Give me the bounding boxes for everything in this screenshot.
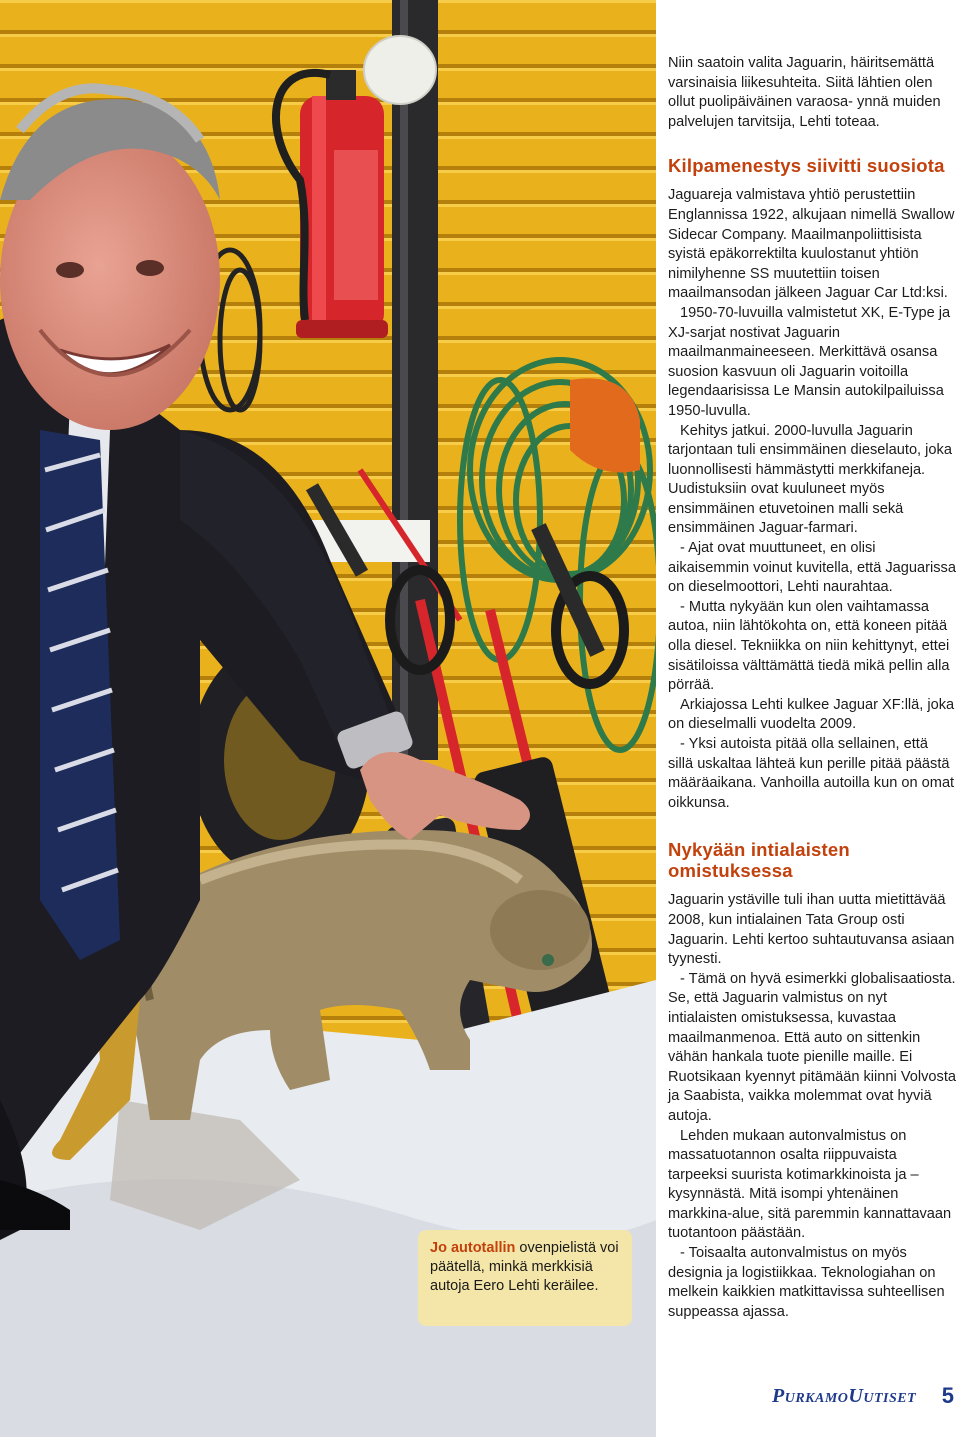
article-text-column: [668, 54, 956, 1322]
page-number: 5: [941, 1383, 954, 1408]
body-paragraph: Jaguarin ystäville tuli ihan uutta mietittävää 2008, kun intialainen Tata Group osti Jaguarin. Lehti kertoo suhtautuvansa asiaan tyynesti.: [668, 892, 955, 968]
body-paragraph: - Tämä on hyvä esimerkki globalisaatiosta. Se, että Jaguarin valmistus on nyt intialaisten omistuksessa, kuvastaa maailmanmenoa. Että auto on sittenkin vähän hankala tuote pienille maille. Ei Ruotsikaan kyennyt pitämään kiinni Volvosta ja Saabista, vaikka molemmat ovat hyviä autoja.: [668, 970, 956, 1124]
body-paragraph: - Yksi autoista pitää olla sellainen, että sillä uskaltaa lähteä kun perille pitää päästä määräaikana. Vanhoilla autoilla kun on omat oikkunsa.: [668, 736, 955, 811]
photo-caption: [418, 1230, 632, 1326]
body-paragraph: Kehitys jatkui. 2000-luvulla Jaguarin tarjontaan tuli ensimmäinen dieselauto, joka luonnollisesti hämmästytti merkkifaneja. Uudistuksiin ovat kuuluneet myös ensimmäinen etuvetoinen malli sekä ensimmäinen Jaguar-farmari.: [668, 422, 952, 537]
body-paragraph: - Ajat ovat muuttuneet, en olisi aikaisemmin voinut kuvitella, että Jaguarissa on dieselmoottori, Lehti naurahtaa.: [668, 540, 956, 596]
caption-lead: Jo autotallin: [430, 1240, 516, 1256]
publication-logo: PurkamoUutiset: [772, 1385, 917, 1407]
body-paragraph: 1950-70-luvuilla valmistetut XK, E-Type ja XJ-sarjat nostivat Jaguarin maailmanmaineeseen. Merkittävä osansa suosion kasvuun oli Jaguarin voitoilla legendaarisissa Le Mansin autokilpailuissa 1950-luvulla.: [668, 304, 951, 419]
body-paragraph: Arkiajossa Lehti kulkee Jaguar XF:llä, joka on dieselmalli vuodelta 2009.: [668, 696, 955, 733]
page-footer: [768, 1385, 958, 1415]
caption-text: ovenpielistä voi päätellä, minkä merkkisiä autoja Eero Lehti keräilee.: [430, 1240, 619, 1294]
body-paragraph: Lehden mukaan autonvalmistus on massatuotannon osalta riippuvaista tarpeeksi suurista kotimarkkinoista ja –kysynnästä. Mitä isompi yhtenäinen markkina-alue, sitä paremmin kannattavaan tuotantoon päästään.: [668, 1127, 952, 1242]
body-paragraph: Jaguareja valmistava yhtiö perustettiin Englannissa 1922, alkujaan nimellä Swallow Sidecar Company. Maailmanpoliittisista syistä epäkorrektilta kuulostanut yhtiön nimilyhenne SS muutettiin toisen maailmansodan jälkeen Jaguar Car Ltd:ksi.: [668, 187, 955, 302]
intro-paragraph: Niin saatoin valita Jaguarin, häiritsemättä varsinaisia liikesuhteita. Siitä lähtien olen ollut puolipäiväinen varaosa- ynnä muiden palvelujen tarvitsija, Lehti toteaa.: [668, 55, 941, 130]
section-heading-omistus: Nykyään intialaisten omistuksessa: [668, 839, 850, 882]
body-paragraph: - Toisaalta autonvalmistus on myös designia ja logistiikkaa. Teknologiahan on melkein kaikkien matkittavissa suhteellisen suppeassa ajassa.: [668, 1245, 945, 1320]
section-heading-kilpamenestys: Kilpamenestys siivitti suosiota: [668, 155, 945, 177]
body-paragraph: - Mutta nykyään kun olen vaihtamassa autoa, niin lähtökohta on, että koneen pitää olla diesel. Tekniikka on niin kehittynyt, ettei sisätiloissa välttämättä tiedä mikä pellin alla pörrää.: [668, 598, 950, 694]
